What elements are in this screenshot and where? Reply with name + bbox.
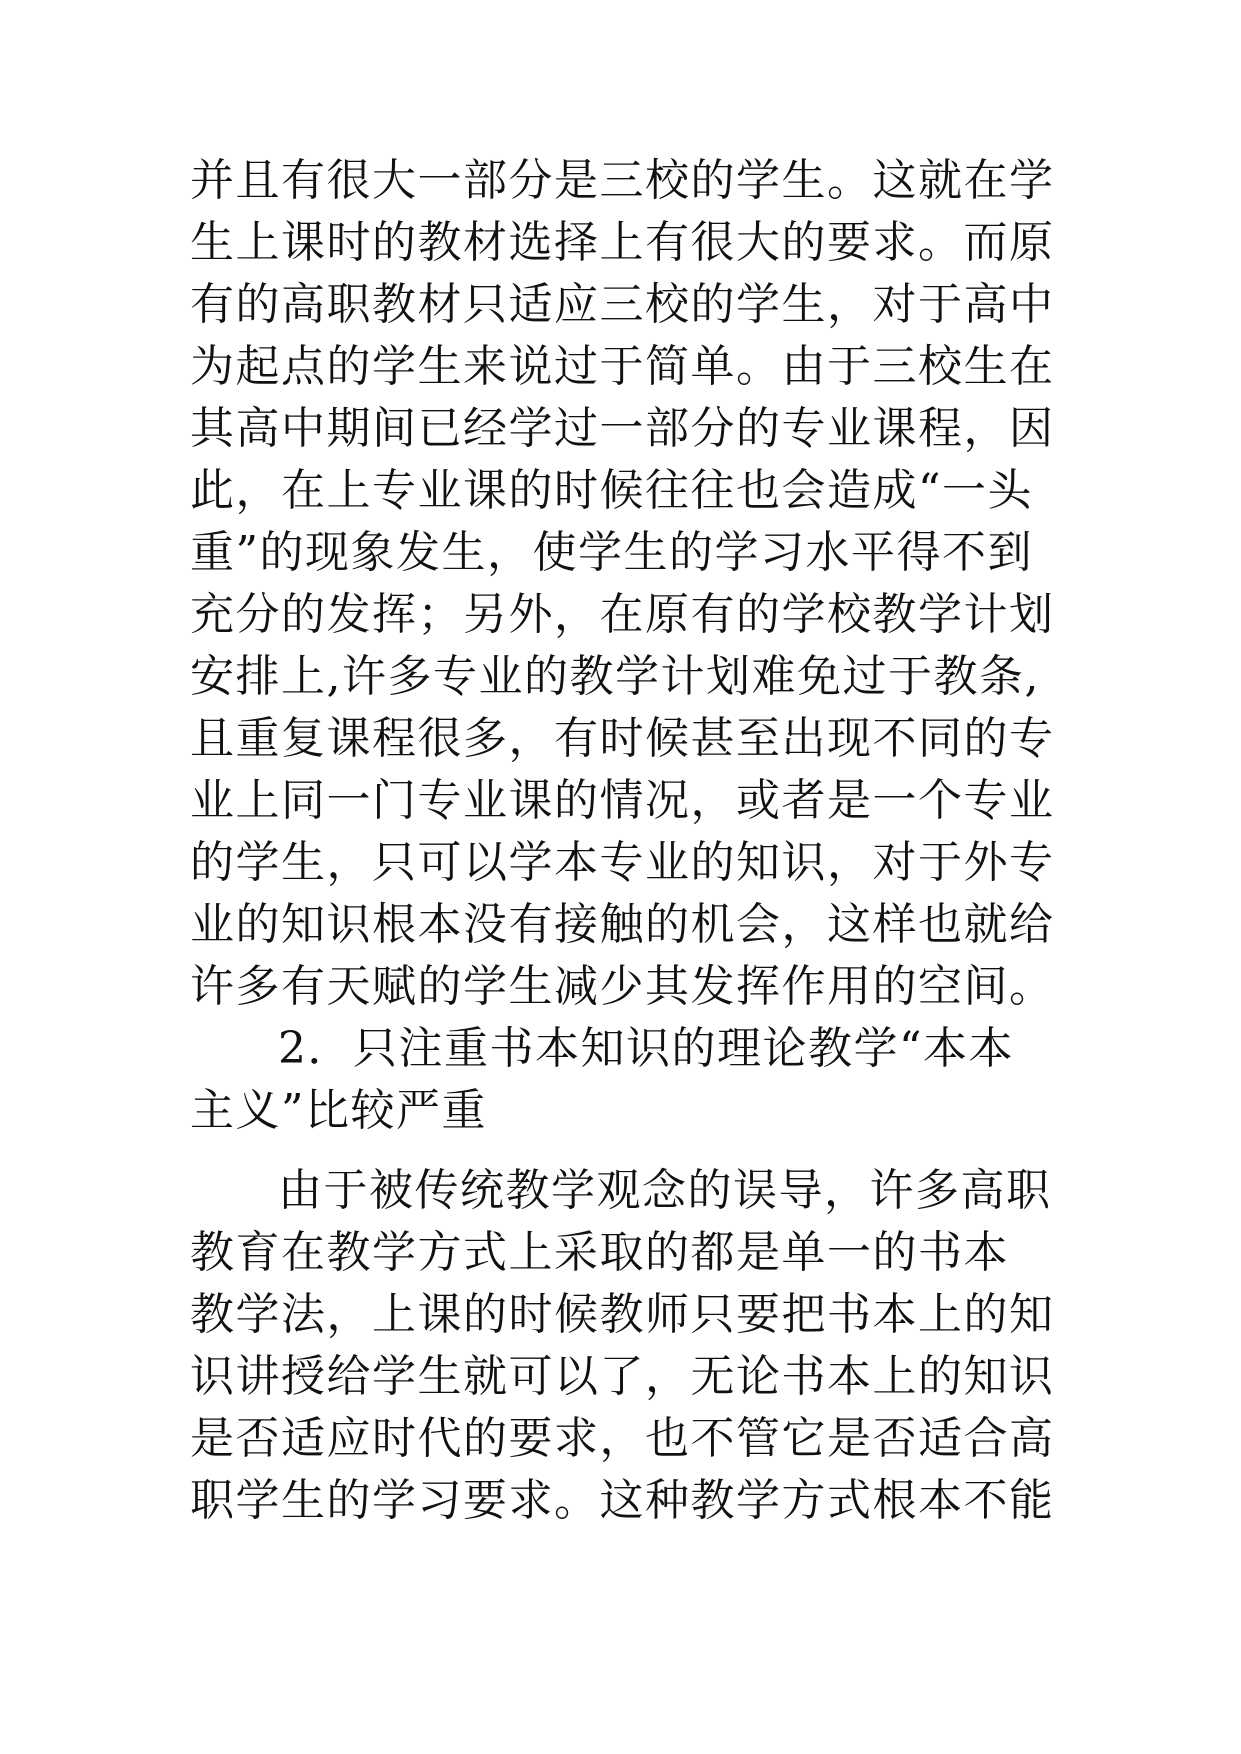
text-line: 安排上,许多专业的教学计划难免过于教条, xyxy=(190,651,1040,702)
text-line: 教学法，上课的时候教师只要把书本上的知 xyxy=(190,1289,1055,1340)
section-heading-line: 2．只注重书本知识的理论教学“本本 xyxy=(278,1023,1014,1074)
text-line: 为起点的学生来说过于简单。由于三校生在 xyxy=(190,341,1055,392)
text-line: 且重复课程很多，有时候甚至出现不同的专 xyxy=(190,713,1055,764)
text-line: 的学生，只可以学本专业的知识，对于外专 xyxy=(190,837,1055,888)
text-line: 教育在教学方式上采取的都是单一的书本 xyxy=(190,1227,1009,1278)
text-line: 并且有很大一部分是三校的学生。这就在学 xyxy=(190,155,1055,206)
section-heading-line: 主义”比较严重 xyxy=(190,1085,487,1136)
text-line: 识讲授给学生就可以了，无论书本上的知识 xyxy=(190,1351,1055,1402)
text-line: 业的知识根本没有接触的机会，这样也就给 xyxy=(190,899,1055,950)
text-line: 是否适应时代的要求，也不管它是否适合高 xyxy=(190,1413,1055,1464)
text-line: 此，在上专业课的时候往往也会造成“一头 xyxy=(190,465,1033,516)
text-line: 重”的现象发生，使学生的学习水平得不到 xyxy=(190,527,1033,578)
text-line: 职学生的学习要求。这种教学方式根本不能 xyxy=(190,1475,1055,1526)
text-line: 充分的发挥；另外，在原有的学校教学计划 xyxy=(190,589,1055,640)
text-line: 由于被传统教学观念的误导，许多高职 xyxy=(278,1165,1052,1216)
text-line: 许多有天赋的学生减少其发挥作用的空间。 xyxy=(190,961,1055,1012)
text-line: 业上同一门专业课的情况，或者是一个专业 xyxy=(190,775,1055,826)
text-line: 生上课时的教材选择上有很大的要求。而原 xyxy=(190,217,1055,268)
body-text xyxy=(190,150,1090,1532)
text-line: 其高中期间已经学过一部分的专业课程，因 xyxy=(190,403,1055,454)
text-line: 有的高职教材只适应三校的学生，对于高中 xyxy=(190,279,1055,330)
